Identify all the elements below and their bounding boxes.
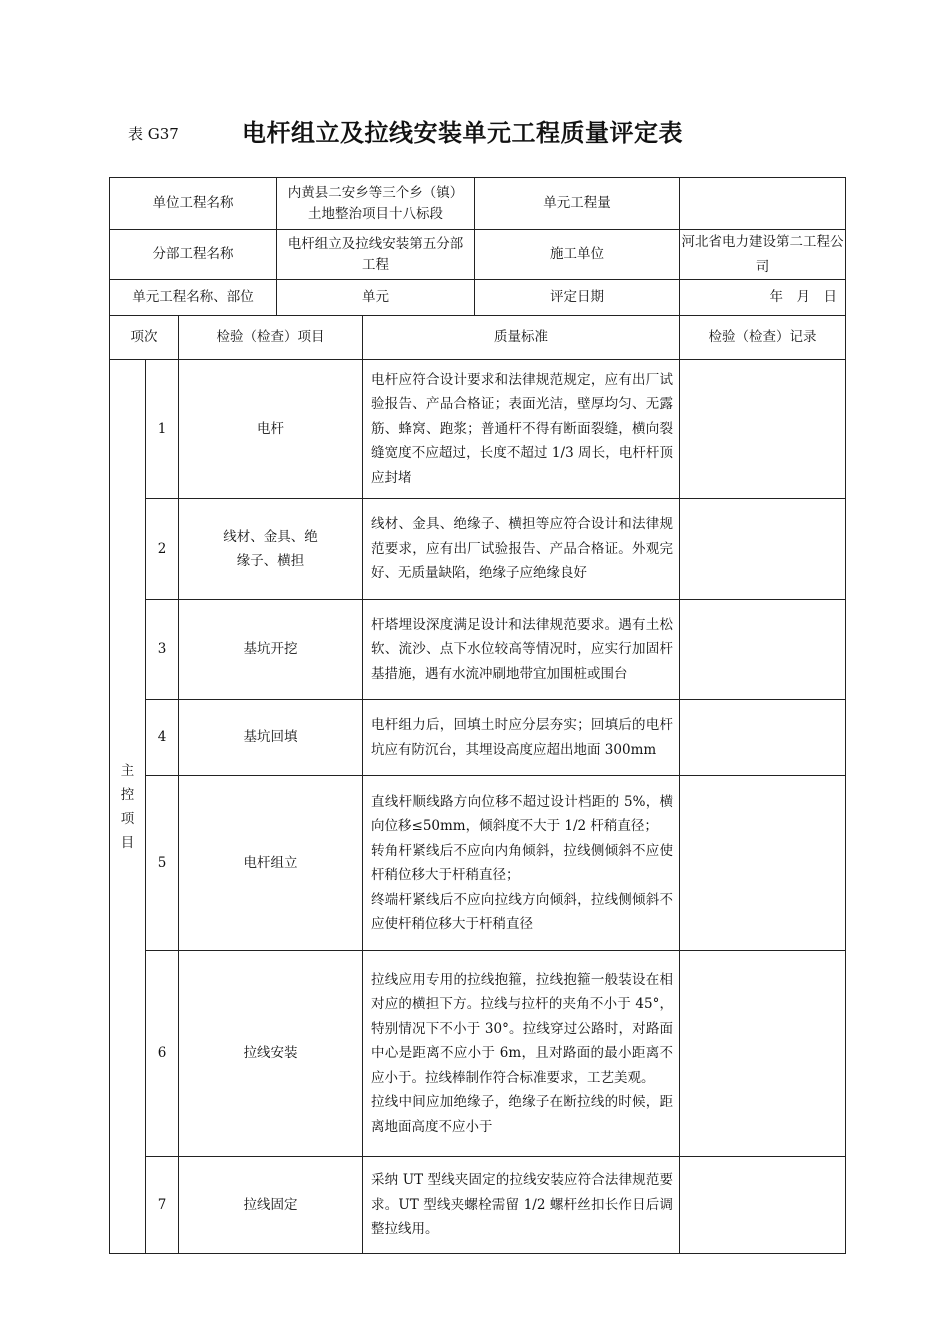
element-quantity-value [680,178,846,230]
info-row-3 [110,280,846,316]
unit-project-label: 单位工程名称 [110,178,277,230]
table-row [110,776,846,951]
row-record [680,776,846,951]
table-code: 表 G37 [128,125,179,143]
table-row [110,951,846,1157]
element-name-value: 单元 [277,280,475,316]
eval-date-value: 年 月 日 [680,280,846,316]
row-item: 基坑回填 [179,700,363,776]
table-row [110,360,846,499]
table-row [110,499,846,600]
division-project-value: 电杆组立及拉线安装第五分部工程 [277,230,475,280]
contractor-label: 施工单位 [475,230,680,280]
row-standard: 线材、金具、绝缘子、横担等应符合设计和法律规范要求，应有出厂试验报告、产品合格证。外观完好、无质量缺陷，绝缘子应绝缘良好 [363,499,680,600]
row-standard: 采纳 UT 型线夹固定的拉线安装应符合法律规范要求。UT 型线夹螺栓需留 1/2 螺杆丝扣长作日后调整拉线用。 [363,1157,680,1254]
group-label [110,360,146,1254]
group-label-text: 主控项目 [120,762,135,851]
info-row-2 [110,230,846,280]
row-record [680,951,846,1157]
row-standard: 直线杆顺线路方向位移不超过设计档距的 5%，横向位移≤50mm，倾斜度不大于 1/2 杆稍直径； 转角杆紧线后不应向内角倾斜，拉线侧倾斜不应使杆稍位移大于杆稍直径； 终端杆紧线后不应向拉线方向倾斜，拉线侧倾斜不应使杆稍位移大于杆稍直径 [363,776,680,951]
row-item: 电杆 [179,360,363,499]
row-record [680,499,846,600]
row-no: 1 [146,360,179,499]
row-item: 拉线固定 [179,1157,363,1254]
col-inspection-item: 检验（检查）项目 [179,316,363,360]
row-standard: 电杆应符合设计要求和法律规范规定，应有出厂试验报告、产品合格证；表面光洁，壁厚均匀、无露筋、蜂窝、跑浆；普通杆不得有断面裂缝，横向裂缝宽度不应超过，长度不超过 1/3 周长，电杆杆顶应封堵 [363,360,680,499]
row-no: 7 [146,1157,179,1254]
table-row [110,700,846,776]
row-no: 6 [146,951,179,1157]
row-no: 2 [146,499,179,600]
unit-project-value: 内黄县二安乡等三个乡（镇）土地整治项目十八标段 [277,178,475,230]
row-no: 5 [146,776,179,951]
eval-date-label: 评定日期 [475,280,680,316]
row-standard: 杆塔埋设深度满足设计和法律规范要求。遇有土松软、流沙、点下水位较高等情况时，应实行加固杆基措施，遇有水流冲刷地带宜加围桩或围台 [363,600,680,700]
element-name-label: 单元工程名称、部位 [110,280,277,316]
row-no: 3 [146,600,179,700]
division-project-label: 分部工程名称 [110,230,277,280]
element-quantity-label: 单元工程量 [475,178,680,230]
row-item: 线材、金具、绝缘子、横担 [179,499,363,600]
row-record [680,1157,846,1254]
row-standard: 电杆组力后，回填土时应分层夯实；回填后的电杆坑应有防沉台，其埋设高度应超出地面 300mm [363,700,680,776]
form-header [128,113,828,149]
table-row [110,1157,846,1254]
row-item: 电杆组立 [179,776,363,951]
col-quality-standard: 质量标准 [363,316,680,360]
col-item-no: 项次 [110,316,179,360]
row-standard: 拉线应用专用的拉线抱箍，拉线抱箍一般装设在相对应的横担下方。拉线与拉杆的夹角不小于 45°，特别情况下不小于 30°。拉线穿过公路时，对路面中心是距离不应小于 6m，且对路面的最小距离不应小于。拉线棒制作符合标准要求，工艺美观。 拉线中间应加绝缘子，绝缘子在断拉线的时候，距离地面高度不应小于 [363,951,680,1157]
col-inspection-record: 检验（检查）记录 [680,316,846,360]
row-no: 4 [146,700,179,776]
form-title: 电杆组立及拉线安装单元工程质量评定表 [242,118,683,147]
info-row-1 [110,178,846,230]
evaluation-table [109,177,846,1254]
column-header-row [110,316,846,360]
contractor-value: 河北省电力建设第二工程公司 [680,230,846,280]
row-item: 拉线安装 [179,951,363,1157]
row-record [680,360,846,499]
row-record [680,700,846,776]
table-row [110,600,846,700]
row-item: 基坑开挖 [179,600,363,700]
row-record [680,600,846,700]
